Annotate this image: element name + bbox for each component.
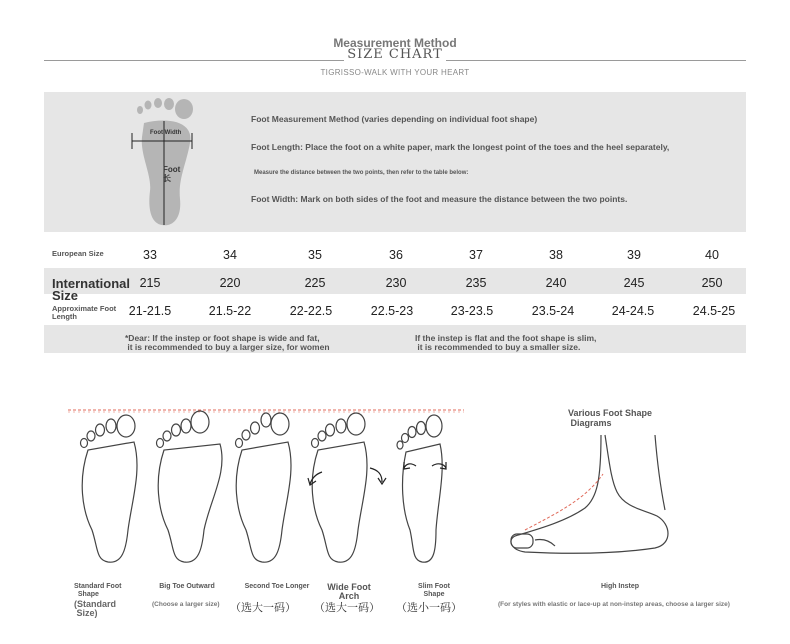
note-wide-foot: *Dear: If the instep or foot shape is wide and fat, it is recommended to buy a larger size, for women [125,333,330,352]
foot-length-cell: 23-23.5 [450,304,494,318]
standard-foot-hint: (Standard Size) [74,599,117,618]
foot-length-cell: 23.5-24 [531,304,575,318]
international-size-cell: 225 [304,276,326,290]
slim-foot-hint: （选小一码） [396,602,462,614]
international-size-cell: 240 [545,276,567,290]
standard-foot-label: Standard Foot Shape [74,583,122,598]
european-size-cell: 34 [223,248,237,262]
second-toe-longer-drawing [236,413,292,562]
international-size-cell: 220 [219,276,241,290]
foot-length-cell: 21.5-22 [208,304,252,318]
header-title: Measurement Method [333,36,457,50]
international-size-cell: 245 [623,276,645,290]
european-size-cell: 33 [143,248,157,262]
european-size-cell: 39 [627,248,641,262]
foot-shapes-illustration [60,400,470,575]
big-toe-outward-label: Big Toe Outward [159,583,215,590]
european-size-cell: 38 [549,248,563,262]
european-size-cell: 37 [469,248,483,262]
method-line-1: Foot Measurement Method (varies depending on individual foot shape) [251,114,538,124]
header-subtitle: SIZE CHART [347,47,443,62]
foot-length-cell: 22.5-23 [370,304,414,318]
standard-foot-drawing [81,415,138,562]
foot-length-cell: 22-22.5 [289,304,333,318]
second-toe-longer-label: Second Toe Longer [244,583,310,590]
international-size-cell: 235 [465,276,487,290]
header-rule-right [446,60,746,61]
foot-length-cell: 24.5-25 [692,304,736,318]
european-size-cell: 40 [705,248,719,262]
high-instep-hint: (For styles with elastic or lace-up at non-instep areas, choose a larger size) [498,601,730,608]
international-size-cell: 230 [385,276,407,290]
european-size-cell: 36 [389,248,403,262]
wide-foot-arch-label: Wide Foot Arch [327,582,371,601]
international-size-label: International Size [52,276,131,303]
foot-width-label: Foot Width [150,130,182,136]
wide-foot-arch-drawing [308,413,386,562]
international-size-cell: 250 [701,276,723,290]
high-instep-label: High Instep [600,583,640,590]
method-line-2: Foot Length: Place the foot on a white paper, mark the longest point of the toes and the heel separately, [251,142,670,152]
header-rule-left [44,60,344,61]
header-tagline: TIGRISSO-WALK WITH YOUR HEART [320,68,470,77]
wide-foot-arch-hint: （选大一码） [314,602,380,614]
big-toe-outward-drawing [157,411,223,562]
foot-label-text: Foot [163,165,181,174]
footprint-illustration [120,95,210,230]
european-size-label: European Size [52,249,104,258]
foot-shapes-title: Various Foot Shape Diagrams [568,408,653,428]
international-size-cell: 215 [139,276,161,290]
method-line-3: Measure the distance between the two points, then refer to the table below: [254,170,469,176]
slim-foot-drawing [397,415,446,562]
big-toe-outward-hint: (Choose a larger size) [152,601,220,608]
foot-length-label [163,165,180,183]
foot-length-cell: 21-21.5 [128,304,172,318]
slim-foot-label: Slim Foot Shape [418,583,450,598]
foot-label-suffix: 长 [163,174,171,183]
high-instep-illustration [505,430,675,560]
note-slim-foot: If the instep is flat and the foot shape is slim, it is recommended to buy a smaller size. [415,333,597,352]
foot-length-row-label: Approximate Foot Length [52,304,117,321]
second-toe-longer-hint: （选大一码） [230,602,296,614]
method-line-4: Foot Width: Mark on both sides of the foot and measure the distance between the two points. [251,194,628,204]
foot-length-cell: 24-24.5 [611,304,655,318]
european-size-cell: 35 [308,248,322,262]
